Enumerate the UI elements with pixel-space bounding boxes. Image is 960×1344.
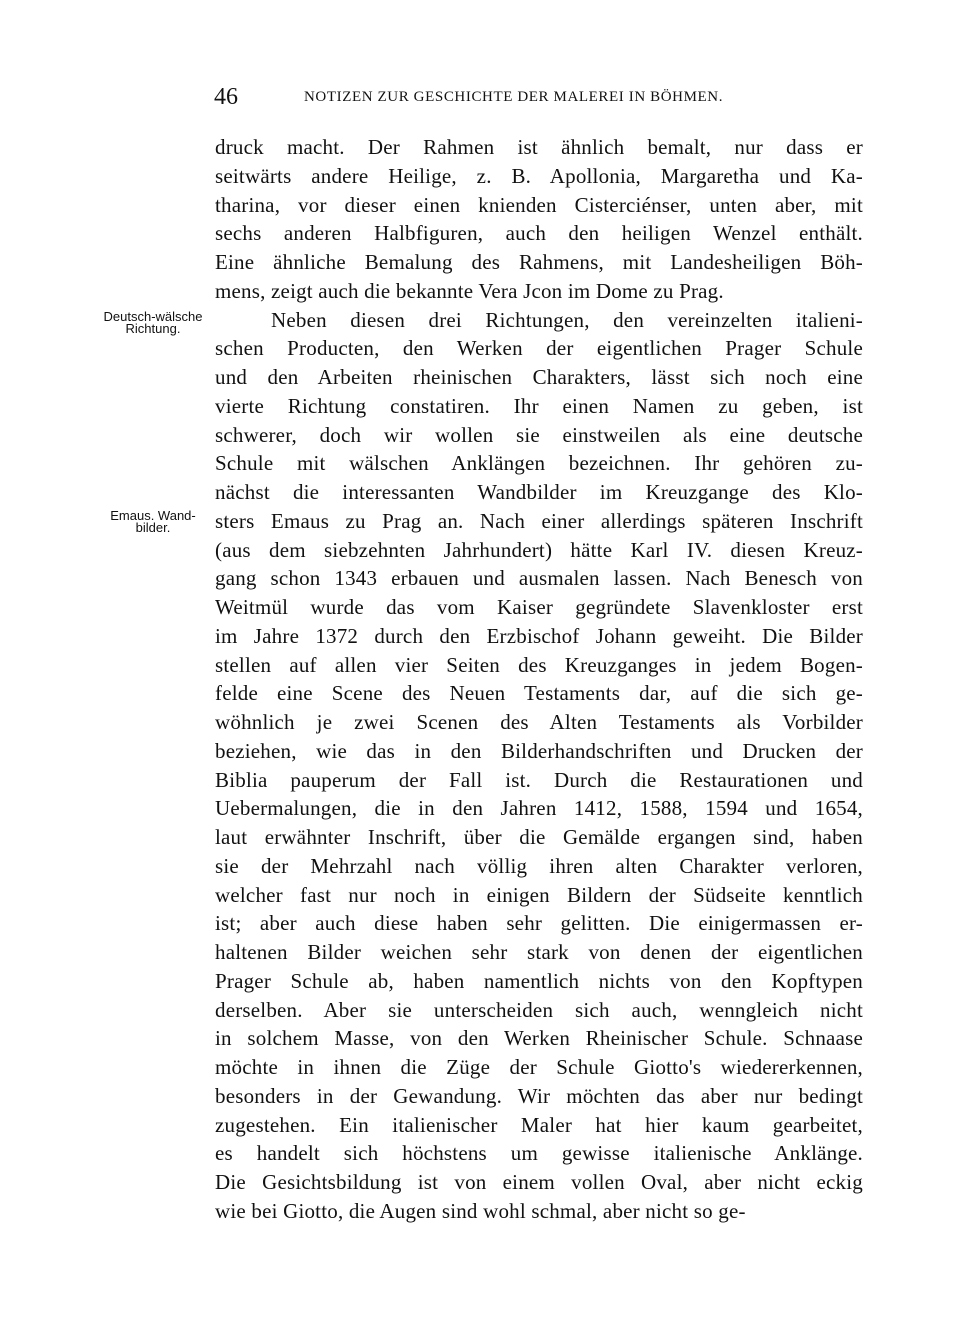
text-line: und den Arbeiten rheinischen Charakters, lässt sich noch eine <box>215 365 863 389</box>
text-line: sechs anderen Halbfiguren, auch den heiligen Wenzel enthält. <box>215 221 863 246</box>
text-line: welcher fast nur noch in einigen Bildern der Südseite kenntlich <box>215 882 863 907</box>
text-line: beziehen, wie das in den Bilderhandschriften und Drucken der <box>215 738 863 763</box>
text-line: schwerer, doch wir wollen sie einstweilen als eine deutsche <box>215 422 863 447</box>
text-line: laut erwähnter Inschrift, über die Gemälde ergangen sind, haben <box>215 825 863 849</box>
text-line: Eine ähnliche Bemalung des Rahmens, mit Landesheiligen Böh- <box>215 250 863 274</box>
margin-note-line: Emaus. Wand- <box>110 508 196 523</box>
text-line: vierte Richtung constatiren. Ihr einen Namen zu geben, ist <box>215 393 863 418</box>
text-line: derselben. Aber sie unterscheiden sich auch, wenngleich nicht <box>215 997 863 1022</box>
text-line: nächst die interessanten Wandbilder im Kreuzgange des Klo- <box>215 480 863 504</box>
text-line: tharina, vor dieser einen knienden Cisterciénser, unten aber, mit <box>215 192 863 217</box>
text-line: Weitmül wurde das vom Kaiser gegründete Slavenkloster erst <box>215 595 863 619</box>
text-line: sie der Mehrzahl nach völlig ihren alten Charakter verloren, <box>215 853 863 878</box>
text-line: wöhnlich je zwei Scenen des Alten Testaments als Vorbilder <box>215 710 863 734</box>
text-line: wie bei Giotto, die Augen sind wohl schmal, aber nicht so ge- <box>215 1198 746 1223</box>
text-line: stellen auf allen vier Seiten des Kreuzganges in jedem Bogen- <box>215 652 863 677</box>
body-text <box>215 133 863 1226</box>
margin-note-line: Deutsch-wälsche <box>103 309 203 324</box>
text-line: Schule mit wälschen Anklängen bezeichnen. Ihr gehören zu- <box>215 451 863 476</box>
text-line: Neben diesen drei Richtungen, den vereinzelten italieni- <box>271 307 863 332</box>
text-line: im Jahre 1372 durch den Erzbischof Johann geweiht. Die Bilder <box>215 623 863 648</box>
page-header <box>0 82 960 112</box>
margin-note-deutsch-waelsche <box>88 311 218 335</box>
text-line: druck macht. Der Rahmen ist ähnlich bemalt, nur dass er <box>215 135 863 159</box>
text-line: gang schon 1343 erbauen und ausmalen lassen. Nach Benesch von <box>215 566 863 591</box>
text-line: zugestehen. Ein italienischer Maler hat hier kaum gearbeitet, <box>215 1112 863 1137</box>
text-line: mens, zeigt auch die bekannte Vera Jcon im Dome zu Prag. <box>215 278 724 303</box>
running-head: NOTIZEN ZUR GESCHICHTE DER MALEREI IN BÖHMEN. <box>304 89 724 105</box>
page-number: 46 <box>214 84 238 110</box>
margin-note-line: bilder. <box>135 520 171 535</box>
text-line: es handelt sich höchstens um gewisse italienische Anklänge. <box>215 1141 863 1166</box>
text-line: haltenen Bilder weichen sehr stark von denen der eigentlichen <box>215 940 863 964</box>
margin-note-line: Richtung. <box>125 321 181 336</box>
text-line: möchte in ihnen die Züge der Schule Giotto's wiedererkennen, <box>215 1055 863 1079</box>
text-line: Prager Schule ab, haben namentlich nichts von den Kopftypen <box>215 968 863 993</box>
text-line: in solchem Masse, von den Werken Rheinischer Schule. Schnaase <box>215 1026 863 1051</box>
text-line: sters Emaus zu Prag an. Nach einer allerdings späteren Inschrift <box>215 508 863 533</box>
text-line: felde eine Scene des Neuen Testaments dar, auf die sich ge- <box>215 681 863 706</box>
text-line: Die Gesichtsbildung ist von einem vollen Oval, aber nicht eckig <box>215 1170 863 1194</box>
text-line: Biblia pauperum der Fall ist. Durch die Restaurationen und <box>215 767 863 792</box>
text-line: Uebermalungen, die in den Jahren 1412, 1588, 1594 und 1654, <box>215 796 863 821</box>
text-line: ist; aber auch diese haben sehr gelitten. Die einigermassen er- <box>215 911 863 936</box>
text-line: schen Producten, den Werken der eigentlichen Prager Schule <box>215 336 863 361</box>
text-line: seitwärts andere Heilige, z. B. Apollonia, Margaretha und Ka- <box>215 163 863 188</box>
text-line: besonders in der Gewandung. Wir möchten das aber nur bedingt <box>215 1083 863 1108</box>
margin-note-emaus <box>88 510 218 534</box>
text-line: (aus dem siebzehnten Jahrhundert) hätte Karl IV. diesen Kreuz- <box>215 537 863 562</box>
